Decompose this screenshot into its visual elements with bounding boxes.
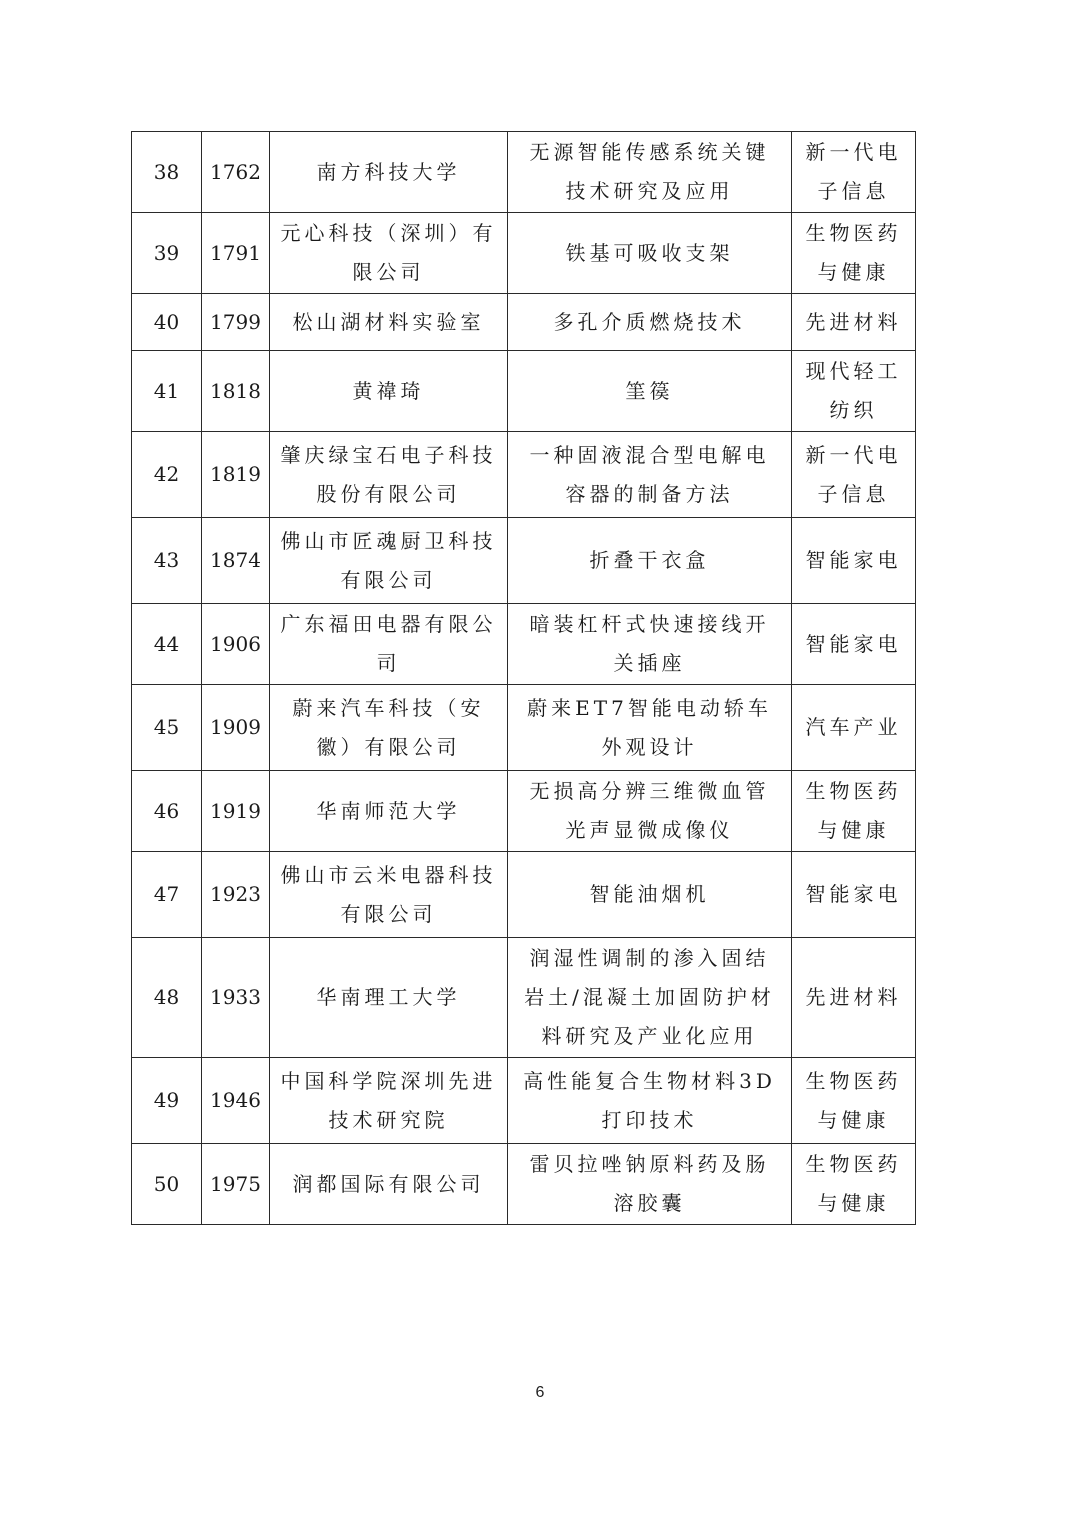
cell-code: 1909 <box>202 685 270 771</box>
cell-code: 1975 <box>202 1144 270 1225</box>
cell-seq: 47 <box>132 852 202 938</box>
cell-unit: 佛山市匠魂厨卫科技有限公司 <box>270 518 508 604</box>
cell-field: 先进材料 <box>792 294 916 351</box>
cell-seq: 45 <box>132 685 202 771</box>
cell-code: 1819 <box>202 432 270 518</box>
cell-seq: 39 <box>132 213 202 294</box>
cell-code: 1799 <box>202 294 270 351</box>
cell-project: 暗装杠杆式快速接线开关插座 <box>508 604 792 685</box>
cell-unit: 中国科学院深圳先进技术研究院 <box>270 1058 508 1144</box>
cell-unit: 黄禕琦 <box>270 351 508 432</box>
cell-field: 汽车产业 <box>792 685 916 771</box>
cell-project: 蔚来ET7智能电动轿车外观设计 <box>508 685 792 771</box>
table-row <box>132 1144 916 1225</box>
cell-seq: 44 <box>132 604 202 685</box>
cell-field: 生物医药与健康 <box>792 771 916 852</box>
cell-code: 1906 <box>202 604 270 685</box>
cell-unit: 华南理工大学 <box>270 938 508 1058</box>
table-row <box>132 294 916 351</box>
cell-project: 无源智能传感系统关键技术研究及应用 <box>508 132 792 213</box>
cell-code: 1818 <box>202 351 270 432</box>
table-row <box>132 432 916 518</box>
table-row <box>132 685 916 771</box>
cell-unit: 佛山市云米电器科技有限公司 <box>270 852 508 938</box>
table-row <box>132 771 916 852</box>
table-row <box>132 213 916 294</box>
table-body <box>132 132 916 1225</box>
cell-project: 高性能复合生物材料3D打印技术 <box>508 1058 792 1144</box>
cell-unit: 蔚来汽车科技（安徽）有限公司 <box>270 685 508 771</box>
cell-field: 先进材料 <box>792 938 916 1058</box>
cell-field: 智能家电 <box>792 604 916 685</box>
cell-project: 折叠干衣盒 <box>508 518 792 604</box>
cell-seq: 40 <box>132 294 202 351</box>
cell-unit: 润都国际有限公司 <box>270 1144 508 1225</box>
cell-code: 1923 <box>202 852 270 938</box>
cell-seq: 43 <box>132 518 202 604</box>
cell-project: 无损高分辨三维微血管光声显微成像仪 <box>508 771 792 852</box>
cell-project: 多孔介质燃烧技术 <box>508 294 792 351</box>
cell-field: 智能家电 <box>792 852 916 938</box>
cell-seq: 41 <box>132 351 202 432</box>
cell-project: 润湿性调制的渗入固结岩土/混凝土加固防护材料研究及产业化应用 <box>508 938 792 1058</box>
table-row <box>132 852 916 938</box>
cell-code: 1919 <box>202 771 270 852</box>
cell-field: 生物医药与健康 <box>792 1058 916 1144</box>
cell-project: 一种固液混合型电解电容器的制备方法 <box>508 432 792 518</box>
award-list-table <box>131 131 916 1225</box>
cell-seq: 38 <box>132 132 202 213</box>
cell-code: 1946 <box>202 1058 270 1144</box>
cell-field: 现代轻工纺织 <box>792 351 916 432</box>
cell-project: 筀篌 <box>508 351 792 432</box>
cell-unit: 肇庆绿宝石电子科技股份有限公司 <box>270 432 508 518</box>
cell-unit: 华南师范大学 <box>270 771 508 852</box>
cell-field: 生物医药与健康 <box>792 213 916 294</box>
cell-code: 1762 <box>202 132 270 213</box>
cell-seq: 49 <box>132 1058 202 1144</box>
cell-project: 雷贝拉唑钠原料药及肠溶胶囊 <box>508 1144 792 1225</box>
cell-field: 生物医药与健康 <box>792 1144 916 1225</box>
cell-code: 1791 <box>202 213 270 294</box>
cell-unit: 广东福田电器有限公司 <box>270 604 508 685</box>
cell-project: 智能油烟机 <box>508 852 792 938</box>
page-number: 6 <box>535 1384 545 1401</box>
table-row <box>132 132 916 213</box>
table-row <box>132 938 916 1058</box>
cell-unit: 松山湖材料实验室 <box>270 294 508 351</box>
cell-seq: 46 <box>132 771 202 852</box>
cell-project: 铁基可吸收支架 <box>508 213 792 294</box>
cell-code: 1874 <box>202 518 270 604</box>
cell-field: 新一代电子信息 <box>792 132 916 213</box>
cell-unit: 南方科技大学 <box>270 132 508 213</box>
cell-code: 1933 <box>202 938 270 1058</box>
cell-seq: 48 <box>132 938 202 1058</box>
table-row <box>132 351 916 432</box>
cell-field: 新一代电子信息 <box>792 432 916 518</box>
cell-seq: 50 <box>132 1144 202 1225</box>
table-row <box>132 1058 916 1144</box>
table-row <box>132 518 916 604</box>
cell-field: 智能家电 <box>792 518 916 604</box>
table-row <box>132 604 916 685</box>
cell-seq: 42 <box>132 432 202 518</box>
cell-unit: 元心科技（深圳）有限公司 <box>270 213 508 294</box>
